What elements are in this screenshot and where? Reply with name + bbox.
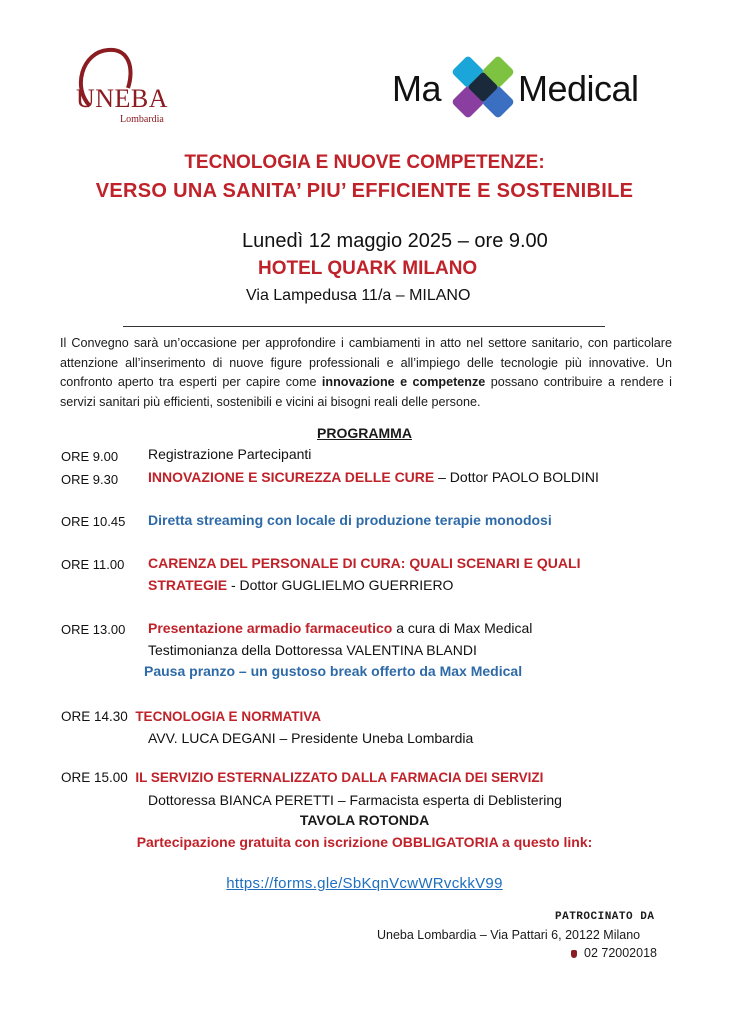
- divider: [123, 326, 605, 327]
- session-title: Presentazione armadio farmaceutico: [148, 620, 393, 636]
- event-title-line1: TECNOLOGIA E NUOVE COMPETENZE:: [184, 152, 545, 173]
- maxmedical-wordmark-left: Ma: [392, 68, 442, 109]
- session-registrazione: Registrazione Partecipanti: [148, 446, 312, 462]
- uneba-wordmark: UNEBA: [76, 84, 169, 113]
- uneba-subtitle: Lombardia: [120, 114, 164, 125]
- session-carenza-title: CARENZA DEL PERSONALE DI CURA: QUALI SCENARI E QUALI: [148, 555, 581, 571]
- intro-bold: innovazione e competenze: [321, 375, 486, 389]
- maxmedical-x-icon: [450, 56, 516, 120]
- session-speaker: – Dottor PAOLO BOLDINI: [434, 469, 599, 485]
- session-title: IL SERVIZIO ESTERNALIZZATO DALLA FARMACIA DEI SERVIZI: [135, 770, 544, 785]
- maxmedical-logo: [392, 56, 662, 120]
- intro-paragraph: [60, 334, 672, 412]
- programma-heading: PROGRAMMA: [317, 425, 412, 441]
- event-title-line2: VERSO UNA SANITA’ PIU’ EFFICIENTE E SOSTENIBILE: [95, 180, 634, 202]
- tavola-rotonda: TAVOLA ROTONDA: [299, 812, 430, 828]
- maxmedical-wordmark-right: Medical: [518, 68, 639, 109]
- session-time: ORE 10.45: [61, 514, 126, 529]
- patrocinio-heading: PATROCINATO DA: [555, 911, 655, 923]
- session-time: ORE 15.00: [61, 770, 128, 785]
- session-peretti: Dottoressa BIANCA PERETTI – Farmacista esperta di Deblistering: [148, 792, 562, 808]
- intro-text-1: Il Convegno sarà un’occasione per approfondire i cambiamenti in atto nel settore sanitario, con particolare attenzione all’inserimento di nuove figure professionali e all’impiego delle tecnologie più innovative. Un confronto aperto tra esperti per capire come: [60, 336, 672, 389]
- session-title: STRATEGIE: [148, 577, 228, 593]
- registration-link[interactable]: https://forms.gle/SbKqnVcwWRvckkV99: [226, 875, 503, 892]
- session-speaker: - Dottor GUGLIELMO GUERRIERO: [227, 577, 454, 593]
- session-degani: AVV. LUCA DEGANI – Presidente Uneba Lombardia: [148, 730, 474, 746]
- event-venue: HOTEL QUARK MILANO: [258, 258, 478, 279]
- session-rest: a cura di Max Medical: [392, 620, 533, 636]
- iscrizione-text: Partecipazione gratuita con iscrizione OBBLIGATORIA a questo link:: [136, 834, 593, 850]
- event-date: Lunedì 12 maggio 2025 – ore 9.00: [242, 230, 548, 252]
- session-title: TECNOLOGIA E NORMATIVA: [135, 709, 322, 724]
- session-innovazione: [148, 469, 599, 485]
- session-pausa: Pausa pranzo – un gustoso break offerto da Max Medical: [144, 663, 523, 679]
- session-time: ORE 9.00: [61, 449, 119, 464]
- session-time: ORE 11.00: [61, 557, 125, 572]
- session-time: ORE 13.00: [61, 622, 126, 637]
- session-title: INNOVAZIONE E SICUREZZA DELLE CURE: [148, 469, 435, 485]
- session-armadio: [148, 620, 532, 636]
- uneba-logo: [68, 44, 178, 124]
- event-address: Via Lampedusa 11/a – MILANO: [246, 287, 471, 304]
- link-wrapper: [0, 875, 729, 893]
- session-carenza-line2: [148, 577, 453, 593]
- session-testimonianza: Testimonianza della Dottoressa VALENTINA BLANDI: [148, 642, 477, 658]
- patrocinio-address: Uneba Lombardia – Via Pattari 6, 20122 Milano: [377, 928, 641, 942]
- session-streaming: Diretta streaming con locale di produzione terapie monodosi: [148, 512, 552, 528]
- session-normativa: [61, 709, 321, 724]
- phone-icon: [571, 950, 577, 958]
- patrocinio-phone: 02 72002018: [584, 946, 657, 960]
- session-farmacia: [61, 770, 543, 785]
- session-time: ORE 9.30: [61, 472, 119, 487]
- session-time: ORE 14.30: [61, 709, 128, 724]
- intro-text-2: possano contribuire a rendere i servizi sanitari più efficienti, sostenibili e vicini ai bisogni reali delle persone.: [60, 375, 672, 409]
- patrocinio-phone-row: [571, 946, 657, 960]
